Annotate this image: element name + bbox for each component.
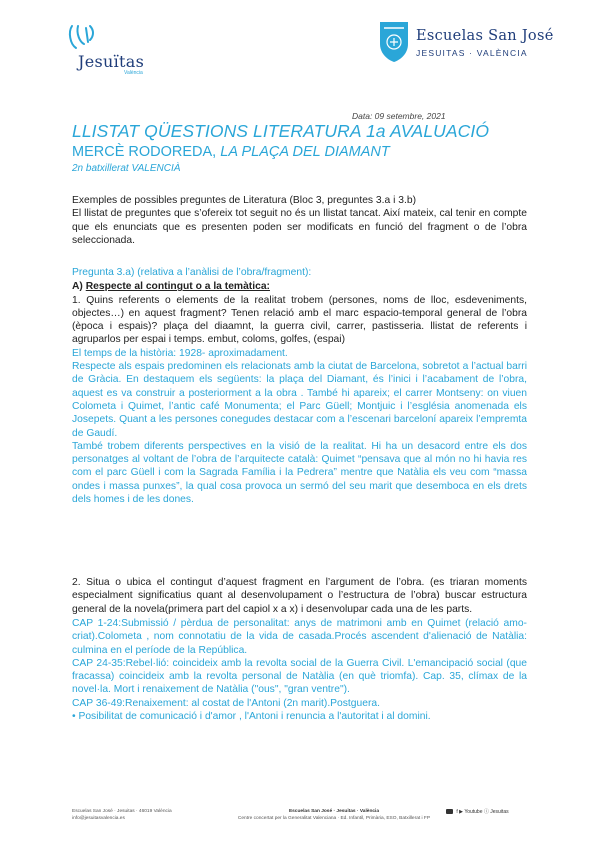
school-crest-icon bbox=[376, 20, 412, 64]
footer-address: Escuelas San José · Jesuitas · 46019 València bbox=[72, 809, 172, 814]
youtube-icon[interactable] bbox=[446, 809, 453, 814]
logo-city-text: València bbox=[124, 70, 143, 76]
subtitle-author: MERCÈ RODOREDA, bbox=[72, 144, 217, 160]
document-date: Data: 09 setembre, 2021 bbox=[352, 111, 446, 121]
chapter-note: • Posibilitat de comunicació i d'amor , l'Antoni i renuncia a l'autoritat i al domini. bbox=[72, 711, 431, 723]
escuelas-san-jose-logo bbox=[376, 20, 566, 70]
subheading-prefix: A) bbox=[72, 281, 86, 293]
footer-social bbox=[446, 808, 536, 820]
section-subheading bbox=[72, 280, 527, 293]
intro-line-2: El llistat de preguntes que s’ofereix tot seguit no és un llistat tancat. Així mateix, cal tenir en compte que els enunciats que es presenten poden ser modificats en funció del fragment o de l’obra seleccionada. bbox=[72, 208, 527, 246]
chapters-block bbox=[72, 617, 527, 723]
answer-time: El temps de la història: 1928- aproximadament. bbox=[72, 347, 288, 359]
question-1: 1. Quins referents o elements de la realitat trobem (persones, noms de lloc, esdeveniments, objectes…) en aquest fragment? Tenen relació amb el marc espacio-temporal general de l’obra (època i espais)? plaça del diaamnt, la guerra civil, carrer, pastisseria. llistat de referents i agruparlos per espai i temps. embut, coloms, golfes, (espai) bbox=[72, 294, 527, 346]
question-2: 2. Situa o ubica el contingut d’aquest fragment en l’argument de l’obra. (es triaran moments especialment significatius quant al desenvolupament o l’estructura de l’obra) buscar estructura general de la novela(primera part del capiol x a x) i desenvolupar cada una de les parts. bbox=[72, 577, 527, 615]
footer-email[interactable]: info@jesuitasvalencia.es bbox=[72, 816, 125, 821]
footer-contact bbox=[72, 808, 222, 822]
question-3a-section bbox=[72, 266, 527, 506]
answer-spaces: Respecte als espais predominen els relacionats amb la ciutat de Barcelona, sobretot a l’actual barri de Gràcia. En destaquem els següents: la plaça del Diamant, és l’inici i l’acabament de l’obra, aquest es va construir a posteriorment a la obra . També hi apareix; el carrer Montseny: on viuen Colometa i Quimet, l’antic café Monumenta; el Parc Güell; Montjuic i l’església anomenada els Josepets. Quant a les persones conegudes destacar com a l’escenari barceloní apareix l’empremta de Gaudí. bbox=[72, 361, 527, 439]
subtitle-work: LA PLAÇA DEL DIAMANT bbox=[220, 144, 390, 160]
intro-line-1: Exemples de possibles preguntes de Literatura (Bloc 3, preguntes 3.a i 3.b) bbox=[72, 195, 417, 206]
jesuitas-logo bbox=[64, 22, 174, 74]
section-heading: Pregunta 3.a) (relativa a l’anàlisi de l’obra/fragment): bbox=[72, 267, 312, 278]
school-subtitle: JESUITAS · VALÈNCIA bbox=[416, 48, 528, 58]
footer-center bbox=[234, 808, 434, 822]
document-title: LLISTAT QÜESTIONS LITERATURA 1a AVALUACIÓ bbox=[72, 121, 490, 141]
school-name: Escuelas San José bbox=[416, 28, 554, 44]
chapter-part-3: CAP 36-49:Renaixement: al costat de l'Antoni (2n marit).Postguera. bbox=[72, 697, 380, 709]
intro-block bbox=[72, 194, 527, 247]
document-subtitle bbox=[72, 144, 390, 160]
footer-center-title: Escuelas San José · Jesuitas · València bbox=[288, 809, 380, 814]
subheading-label: Respecte al contingut o a la temàtica: bbox=[85, 281, 270, 293]
chapter-part-1: CAP 1-24:Submissió / pèrdua de personalitat: anys de matrimoni amb en Quimet (relació amo-criat).Colometa , nom connotatiu de la vida de casada.Procés ascendent d'alienació de Natàlia: culmina en el període de la República. bbox=[72, 618, 527, 656]
footer-center-line: Centre concertat per la Generalitat Valenciana · Ed. Infantil, Primària, ESO, Batxillerat i FP bbox=[237, 816, 431, 821]
course-label: 2n batxillerat VALENCIÀ bbox=[72, 163, 181, 174]
answer-perspectives: També trobem diferents perspectives en la visió de la realitat. Hi ha un desacord entre els dos personatges al voltant de l’obra de l’arquitecte català: Quimet “pensava que al món no hi havia res com el parc Güell i com la Sagrada Família i la Pedrera” mentre que Natàlia els veu com “massa ondes i massa punxes”, la qual cosa provoca un sermó del seu marit que desemboca en els drets dels homes i de les dones. bbox=[72, 440, 527, 506]
chapter-part-2: CAP 24-35:Rebel·lió: coincideix amb la revolta social de la Guerra Civil. L'emancipació social (que fracassa) coincideix amb la revolta personal de Natàlia (en què triomfa). Cap. 35, clímax de la novel·la. Mort i renaixement de Natàlia ("ous", "gran ventre"). bbox=[72, 657, 527, 696]
logo-brand-text: Jesuïtas bbox=[78, 52, 145, 71]
footer-social-text: f ▶ Youtube ⓘ Jesuitas bbox=[456, 809, 509, 815]
